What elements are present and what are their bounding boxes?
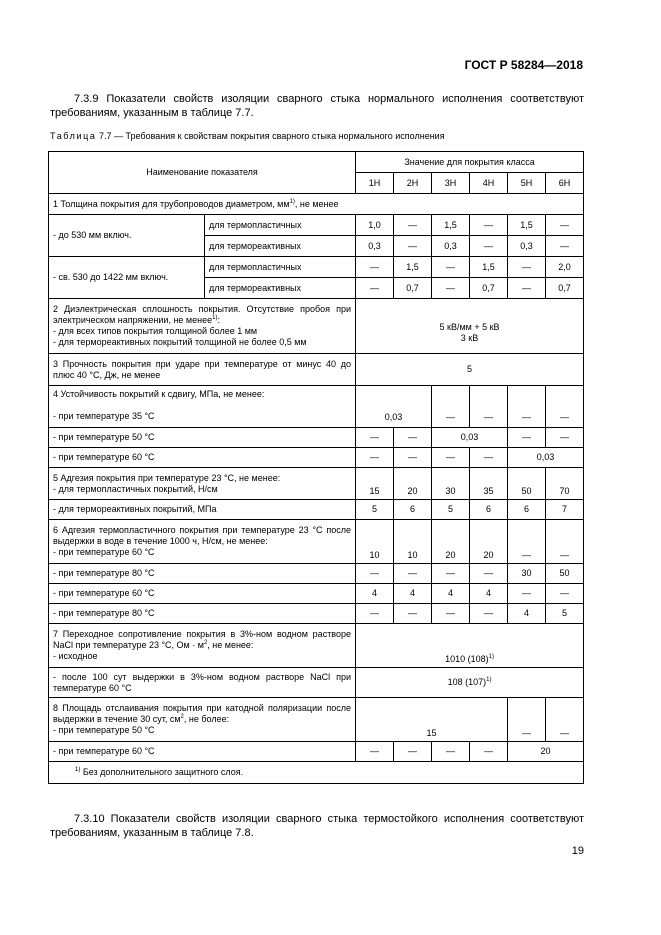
material-label: для термореактивных	[205, 236, 356, 257]
value-cell: —	[508, 584, 546, 604]
value-cell: 30	[508, 564, 546, 584]
value-cell: —	[356, 564, 394, 584]
value-cell: —	[432, 742, 470, 762]
value-cell: 0,03	[356, 386, 432, 428]
value-cell: —	[432, 278, 470, 299]
value-cell: —	[508, 257, 546, 278]
value-cell: 20	[508, 742, 584, 762]
value-cell: 1,5	[432, 215, 470, 236]
resistance-initial-value: 1010 $(108)^{1)}$	[356, 624, 584, 668]
section-8-title: 8 Площадь отслаивания покрытия при катодной поляризации после выдержки в течение 30 сут, $см^2$, не более: - при температуре 50 °С	[49, 698, 356, 742]
material-label: для термореактивных	[205, 278, 356, 299]
value-cell: 4	[356, 584, 394, 604]
value-cell: —	[394, 742, 432, 762]
value-cell: 0,3	[508, 236, 546, 257]
material-label: для термопластичных	[205, 215, 356, 236]
page-number: 19	[571, 845, 584, 857]
value-cell: —	[470, 564, 508, 584]
value-cell: —	[356, 742, 394, 762]
value-cell: —	[508, 278, 546, 299]
value-cell: 1,0	[356, 215, 394, 236]
class-header: 1Н	[356, 173, 394, 194]
value-cell: —	[508, 520, 546, 564]
value-cell: —	[470, 742, 508, 762]
value-cell: —	[356, 257, 394, 278]
standard-number: ГОСТ Р 58284—2018	[464, 58, 583, 72]
impact-value: 5	[356, 354, 584, 386]
value-cell: 20	[470, 520, 508, 564]
requirements-table	[48, 151, 584, 784]
value-cell: —	[470, 236, 508, 257]
value-cell: —	[546, 386, 584, 428]
value-cell: 4	[470, 584, 508, 604]
outro-paragraph: 7.3.10 Показатели свойств изоляции сварного стыка термостойкого исполнения соответствуют требованиям, указанным в таблице 7.8.	[50, 813, 584, 839]
value-cell: 15	[356, 698, 508, 742]
value-cell: 5	[546, 604, 584, 624]
value-cell: —	[356, 604, 394, 624]
value-cell: —	[394, 236, 432, 257]
value-cell: —	[356, 428, 394, 448]
value-cell: 35	[470, 468, 508, 500]
value-cell: 15	[356, 468, 394, 500]
value-cell: —	[470, 604, 508, 624]
value-cell: 2,0	[546, 257, 584, 278]
value-cell: 4	[508, 604, 546, 624]
value-cell: 20	[394, 468, 432, 500]
temperature-label: - при температуре 60 °С	[49, 742, 356, 762]
section-3-title: 3 Прочность покрытия при ударе при температуре от минус 40 до плюс 40 °С, Дж, не менее	[49, 354, 356, 386]
value-cell: —	[470, 448, 508, 468]
value-cell: —	[470, 386, 508, 428]
value-cell: —	[394, 428, 432, 448]
section-7-title: 7 Переходное сопротивление покрытия в 3%-ном водном растворе NaCl при температуре 23 °С, Ом · $м^2$, не менее: - исходное	[49, 624, 356, 668]
section-4-title: 4 Устойчивость покрытий к сдвигу, МПа, не менее: - при температуре 35 °С	[49, 386, 356, 428]
value-cell: 4	[432, 584, 470, 604]
section-5-title: 5 Адгезия покрытия при температуре 23 °С, не менее: - для термопластичных покрытий, Н/см	[49, 468, 356, 500]
value-cell: —	[432, 564, 470, 584]
table-footnote: $^{1)}$ Без дополнительного защитного слоя.	[49, 762, 584, 784]
dielectric-values: 5 кВ/мм + 5 кВ 3 кВ	[356, 299, 584, 354]
class-header: 4Н	[470, 173, 508, 194]
value-cell: 0,7	[546, 278, 584, 299]
intro-paragraph: 7.3.9 Показатели свойств изоляции сварного стыка нормального исполнения соответствуют требованиям, указанным в таблице 7.7.	[50, 93, 584, 119]
temperature-label: - при температуре 60 °С	[49, 448, 356, 468]
caption-label: Таблица	[50, 131, 97, 141]
value-cell: 50	[546, 564, 584, 584]
value-cell: 0,03	[508, 448, 584, 468]
value-cell: 6	[508, 500, 546, 520]
indicator-column-header: Наименование показателя	[49, 152, 356, 194]
section-2-title: 2 Диэлектрическая сплошность покрытия. Отсутствие пробоя при электрическом напряжении, не менее$^{1)}$: - для всех типов покрытия толщиной более 1 мм - для термореактивных покрытий толщиной не более 0,5 мм	[49, 299, 356, 354]
value-cell: 5	[356, 500, 394, 520]
class-header: 3Н	[432, 173, 470, 194]
section-1-title: 1 Толщина покрытия для трубопроводов диаметром, $мм^{1)}$, не менее	[49, 194, 584, 215]
resistance-after-value: 108 $(107)^{1)}$	[356, 668, 584, 698]
section-6-title: 6 Адгезия термопластичного покрытия при температуре 23 °С после выдержки в воде в течение 1000 ч, Н/см, не менее: - при температуре 60 °С	[49, 520, 356, 564]
value-cell: 4	[394, 584, 432, 604]
material-label: для термопластичных	[205, 257, 356, 278]
value-cell: —	[546, 428, 584, 448]
class-header: 2Н	[394, 173, 432, 194]
value-cell: —	[546, 584, 584, 604]
value-cell: —	[546, 520, 584, 564]
value-cell: 1,5	[394, 257, 432, 278]
diameter-group-label: - св. 530 до 1422 мм включ.	[49, 257, 205, 299]
value-cell: —	[394, 604, 432, 624]
value-cell: —	[470, 215, 508, 236]
class-value-header: Значение для покрытия класса	[356, 152, 584, 173]
adhesion-label: - для термореактивных покрытий, МПа	[49, 500, 356, 520]
value-cell: —	[432, 386, 470, 428]
value-cell: 0,3	[432, 236, 470, 257]
value-cell: 50	[508, 468, 546, 500]
value-cell: 0,7	[470, 278, 508, 299]
value-cell: —	[546, 215, 584, 236]
value-cell: 70	[546, 468, 584, 500]
value-cell: —	[394, 215, 432, 236]
value-cell: —	[508, 698, 546, 742]
value-cell: —	[508, 428, 546, 448]
value-cell: —	[356, 278, 394, 299]
value-cell: 5	[432, 500, 470, 520]
value-cell: —	[546, 236, 584, 257]
value-cell: —	[432, 604, 470, 624]
value-cell: —	[546, 698, 584, 742]
value-cell: 6	[470, 500, 508, 520]
value-cell: —	[432, 448, 470, 468]
value-cell: 1,5	[470, 257, 508, 278]
value-cell: 0,3	[356, 236, 394, 257]
temperature-label: - при температуре 50 °С	[49, 428, 356, 448]
class-header: 6Н	[546, 173, 584, 194]
value-cell: 10	[394, 520, 432, 564]
value-cell: —	[394, 448, 432, 468]
caption-text: 7.7 — Требования к свойствам покрытия сварного стыка нормального исполнения	[96, 131, 445, 141]
value-cell: 0,03	[432, 428, 508, 448]
table-caption	[50, 131, 445, 141]
value-cell: 0,7	[394, 278, 432, 299]
diameter-group-label: - до 530 мм включ.	[49, 215, 205, 257]
temperature-label: - при температуре 80 °С	[49, 604, 356, 624]
value-cell: —	[394, 564, 432, 584]
value-cell: —	[508, 386, 546, 428]
value-cell: 7	[546, 500, 584, 520]
class-header: 5Н	[508, 173, 546, 194]
value-cell: 10	[356, 520, 394, 564]
temperature-label: - при температуре 60 °С	[49, 584, 356, 604]
value-cell: —	[356, 448, 394, 468]
temperature-label: - при температуре 80 °С	[49, 564, 356, 584]
resistance-after-label: - после 100 сут выдержки в 3%-ном водном растворе NaCl при температуре 60 °С	[49, 668, 356, 698]
value-cell: 20	[432, 520, 470, 564]
value-cell: 1,5	[508, 215, 546, 236]
value-cell: —	[432, 257, 470, 278]
value-cell: 6	[394, 500, 432, 520]
value-cell: 30	[432, 468, 470, 500]
